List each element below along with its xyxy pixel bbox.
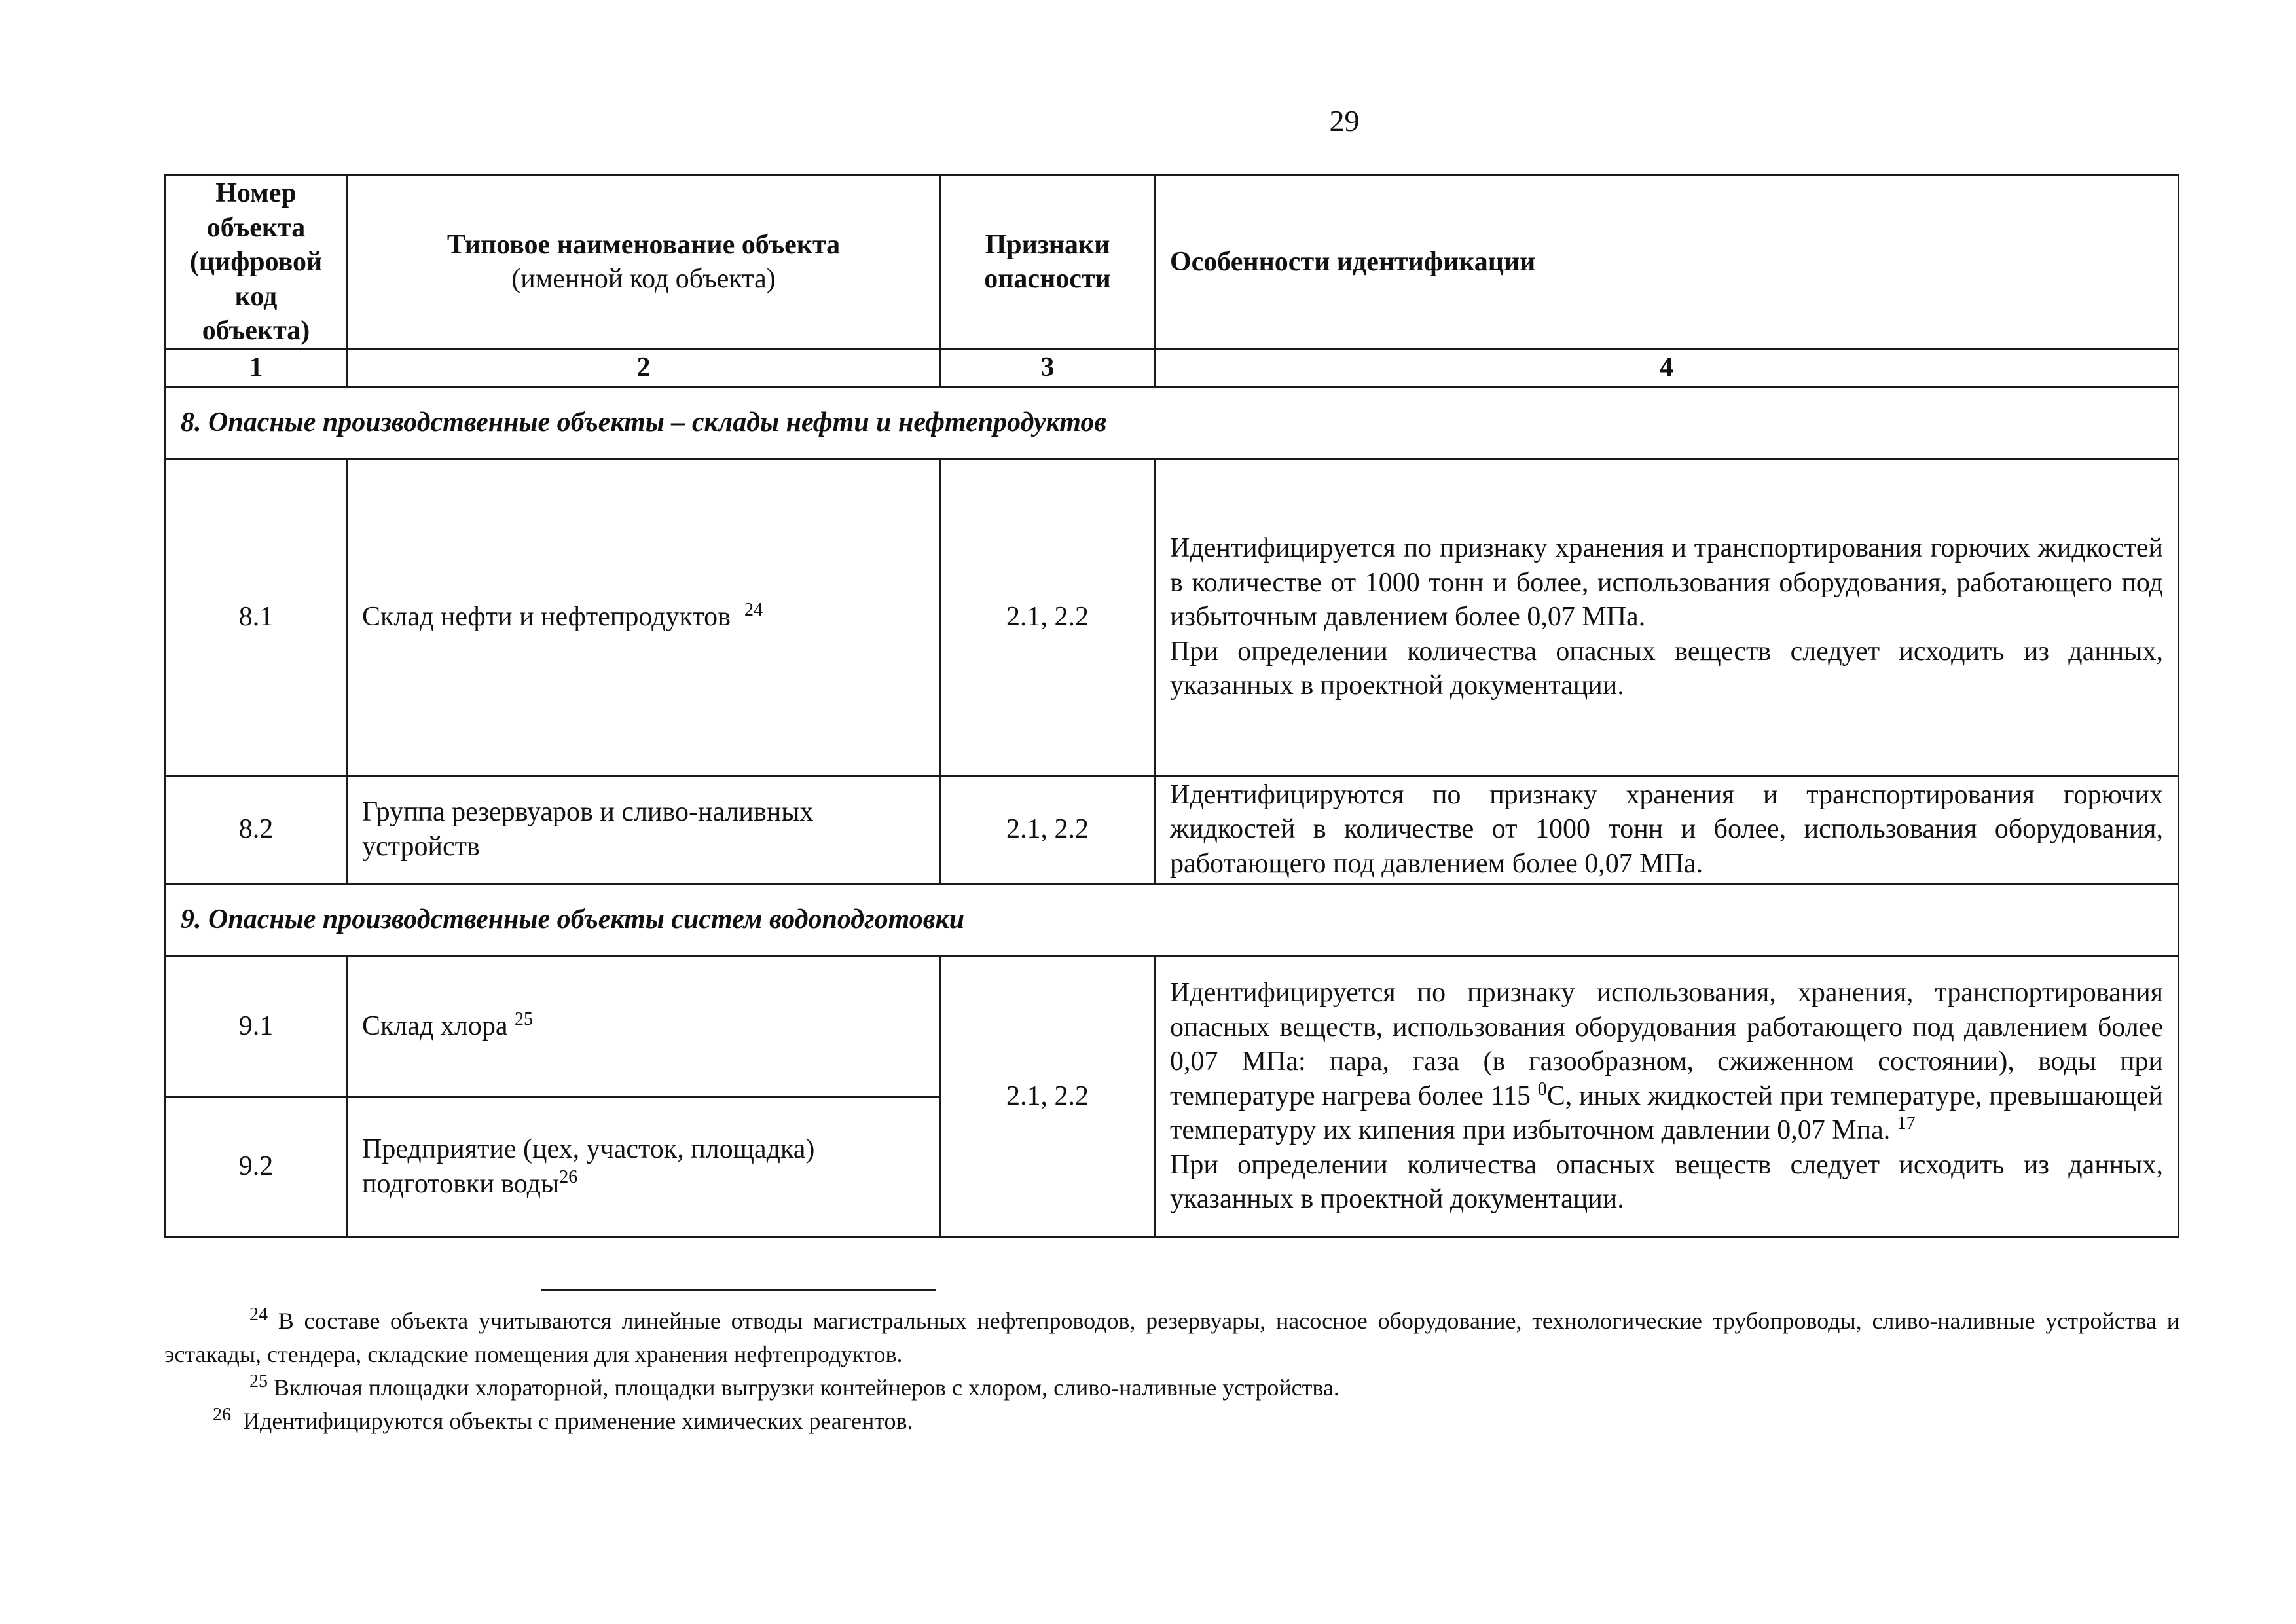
footnote xyxy=(164,1371,2179,1405)
section-row xyxy=(166,883,2179,956)
object-name-text: Склад нефти и нефтепродуктов xyxy=(362,602,731,633)
object-number: 9.1 xyxy=(166,956,347,1097)
header-object-number: Номер объекта (цифровой код объекта) xyxy=(166,175,347,350)
footnote-separator xyxy=(541,1289,936,1291)
identification-text xyxy=(1170,976,2163,1148)
degree-mark: 0 xyxy=(1537,1079,1547,1099)
object-name xyxy=(347,1097,941,1236)
column-number-row xyxy=(166,349,2179,386)
table-header-row xyxy=(166,175,2179,350)
footnotes xyxy=(164,1304,2179,1438)
object-number: 8.1 xyxy=(166,459,347,775)
header-object-name xyxy=(347,175,941,350)
footnote-ref: 17 xyxy=(1897,1113,1916,1134)
object-name xyxy=(347,459,941,775)
table-row xyxy=(166,956,2179,1097)
header-identification-features: Особенности идентификации xyxy=(1155,175,2179,350)
object-number: 9.2 xyxy=(166,1097,347,1236)
table-row xyxy=(166,775,2179,883)
footnote-text: Идентифицируются объекты с применение химических реагентов. xyxy=(243,1408,913,1435)
identification-note: При определении количества опасных веществ следует исходить из данных, указанных в проектной документации. xyxy=(1170,1149,2163,1215)
identification-text-a: Идентифицируется по признаку использования, хранения, транспортирования опасных веществ, использования оборудования работающего под давлением более 0,07 МПа: пара, газа (в газообразном, сжиженном состоянии), воды при температуре нагрева более 115 xyxy=(1170,978,2163,1111)
footnote-mark: 25 xyxy=(249,1371,268,1392)
hazard-signs: 2.1, 2.2 xyxy=(941,956,1155,1236)
object-number: 8.2 xyxy=(166,775,347,883)
column-number: 4 xyxy=(1155,349,2179,386)
identification-text: Идентифицируется по признаку хранения и транспортирования горючих жидкостей в количестве от 1000 тонн и более, использования оборудования, работающего под избыточным давлением более 0,07 МПа. xyxy=(1170,533,2163,633)
footnote xyxy=(164,1304,2179,1371)
footnote-mark: 26 xyxy=(213,1405,231,1426)
identification-features: Идентифицируются по признаку хранения и транспортирования горючих жидкостей в количестве от 1000 тонн и более, использования оборудования, работающего под давлением более 0,07 МПа. xyxy=(1155,775,2179,883)
identification-text-b: С, иных жидкостей при температуре, превышающей температуру их кипения при избыточном давлении 0,07 Мпа. xyxy=(1170,1080,2164,1146)
section-title: 8. Опасные производственные объекты – склады нефти и нефтепродуктов xyxy=(166,386,2179,459)
object-name: Группа резервуаров и сливо-наливных устройств xyxy=(347,775,941,883)
identification-table xyxy=(164,174,2179,1238)
header-hazard-signs: Признаки опасности xyxy=(941,175,1155,350)
footnote-text: Включая площадки хлораторной, площадки выгрузки контейнеров с хлором, сливо-наливные устройства. xyxy=(274,1375,1339,1401)
header-object-name-code: (именной код объекта) xyxy=(511,264,776,295)
identification-features xyxy=(1155,956,2179,1236)
section-title: 9. Опасные производственные объекты систем водоподготовки xyxy=(166,883,2179,956)
object-name xyxy=(347,956,941,1097)
hazard-signs: 2.1, 2.2 xyxy=(941,459,1155,775)
identification-note: При определении количества опасных веществ следует исходить из данных, указанных в проектной документации. xyxy=(1170,636,2163,701)
identification-features xyxy=(1155,459,2179,775)
footnote-ref: 25 xyxy=(515,1009,533,1030)
footnote-mark: 24 xyxy=(249,1304,268,1325)
page-number: 29 xyxy=(1329,104,1360,138)
footnote-ref: 24 xyxy=(744,600,763,621)
section-row xyxy=(166,386,2179,459)
column-number: 1 xyxy=(166,349,347,386)
header-object-name-bold: Типовое наименование объекта xyxy=(446,229,841,260)
column-number: 3 xyxy=(941,349,1155,386)
object-name-text: Предприятие (цех, участок, площадка) подготовки воды xyxy=(362,1134,815,1199)
footnote-ref: 26 xyxy=(559,1166,578,1187)
footnote xyxy=(164,1405,2179,1438)
footnote-text: В составе объекта учитываются линейные отводы магистральных нефтепроводов, резервуары, насосное оборудование, технологические трубопроводы, сливо-наливные устройства и эстакады, стендера, складские помещения для хранения нефтепродуктов. xyxy=(164,1308,2180,1368)
table-row xyxy=(166,459,2179,775)
object-name-text: Склад хлора xyxy=(362,1011,508,1042)
hazard-signs: 2.1, 2.2 xyxy=(941,775,1155,883)
column-number: 2 xyxy=(347,349,941,386)
